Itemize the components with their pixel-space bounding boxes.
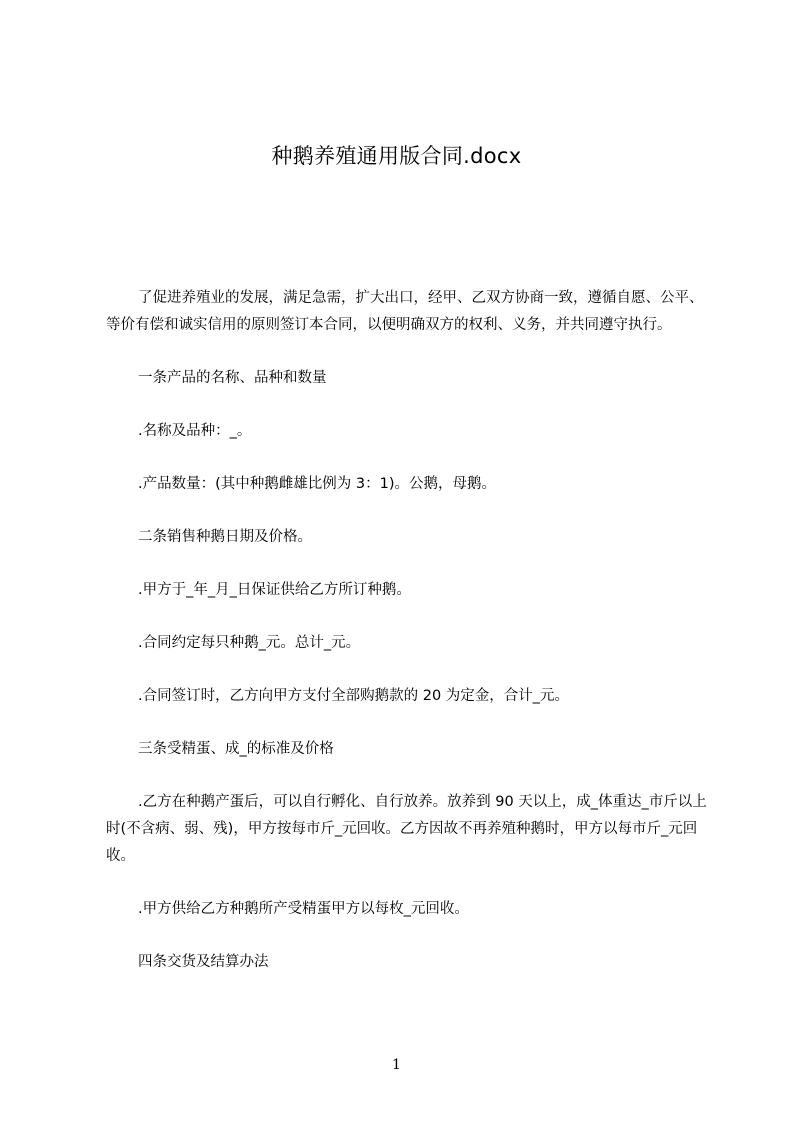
clause-2-3: .合同签订时，乙方向甲方支付全部购鹅款的 20 为定金，合计_元。	[138, 688, 570, 704]
article-2-heading: 二条销售种鹅日期及价格。	[138, 529, 312, 545]
clause-3-2: .甲方供给乙方种鹅所产受精蛋甲方以每枚_元回收。	[138, 901, 469, 917]
clause-1-2: .产品数量：(其中种鹅雌雄比例为 3：1)。公鹅，母鹅。	[138, 476, 496, 492]
intro-paragraph: 了促进养殖业的发展，满足急需，扩大出口，经甲、乙双方协商一致，遵循自愿、公平、等价有偿和诚实信用的原则签订本合同，以便明确双方的权利、义务，并共同遵守执行。	[106, 290, 704, 333]
page-number: 1	[392, 1057, 401, 1073]
article-4-heading: 四条交货及结算办法	[138, 954, 269, 970]
clause-3-1: .乙方在种鹅产蛋后，可以自行孵化、自行放养。放养到 90 天以上，成_体重达_市斤以上时(不含病、弱、残)，甲方按每市斤_元回收。乙方因故不再养殖种鹅时，甲方以每市斤_元回收。	[106, 794, 707, 864]
clause-2-1: .甲方于_年_月_日保证供给乙方所订种鹅。	[138, 582, 411, 598]
clause-1-1: .名称及品种：_。	[138, 423, 252, 439]
article-3-heading: 三条受精蛋、成_的标准及价格	[138, 741, 334, 757]
article-1-heading: 一条产品的名称、品种和数量	[138, 370, 327, 386]
clause-2-2: .合同约定每只种鹅_元。总计_元。	[138, 635, 361, 651]
document-body	[106, 285, 716, 976]
document-title: 种鹅养殖通用版合同.docx	[271, 144, 522, 168]
